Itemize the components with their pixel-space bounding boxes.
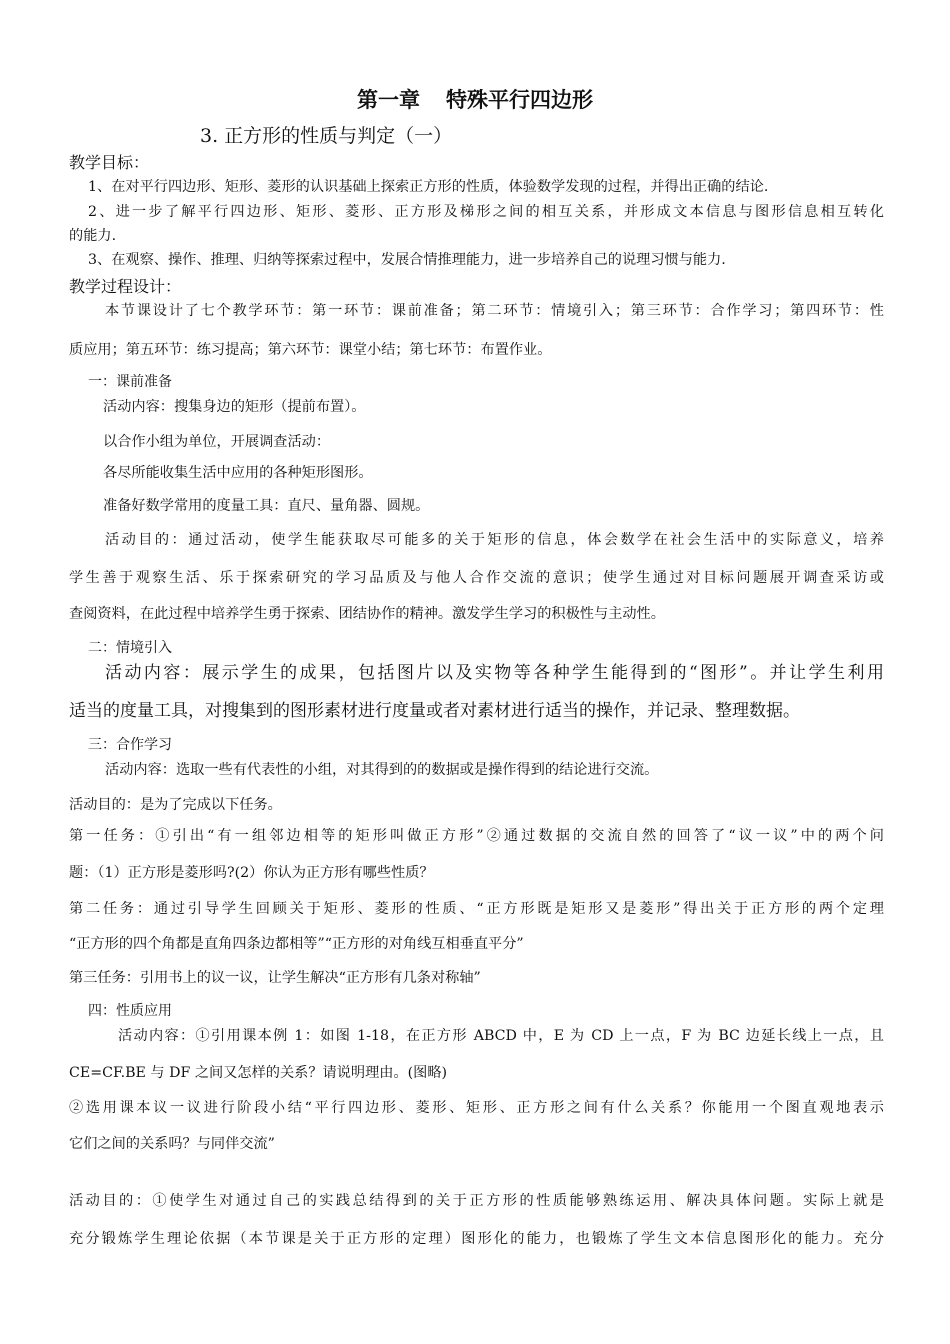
section1-content: 活动内容：搜集身边的矩形（提前布置）。 <box>103 399 366 415</box>
section-title-4: 四：性质应用 <box>88 1003 172 1019</box>
section3-task2-line: “正方形的四个角都是直角四条边都相等”“正方形的对角线互相垂直平分” <box>69 936 524 952</box>
section4-purpose-line: 活动目的：①使学生对通过自己的实践总结得到的关于正方形的性质能够熟练运用、解决具体问题。实际上就是 <box>69 1193 884 1209</box>
section1-purpose-line: 查阅资料，在此过程中培养学生勇于探索、团结协作的精神。激发学生学习的积极性与主动性。 <box>69 606 665 622</box>
section1-purpose-line: 学生善于观察生活、乐于探索研究的学习品质及与他人合作交流的意识；使学生通过对目标问题展开调查采访或 <box>69 570 884 586</box>
section2-content-line: 适当的度量工具，对搜集到的图形素材进行度量或者对素材进行适当的操作，并记录、整理数据。 <box>69 701 800 721</box>
section2-content-line: 活动内容：展示学生的成果，包括图片以及实物等各种学生能得到的“图形”。并让学生利用 <box>105 663 884 683</box>
objective-item: 3、在观察、操作、推理、归纳等探索过程中，发展合情推理能力，进一步培养自己的说理习惯与能力. <box>88 252 726 268</box>
chapter-number: 第一章 <box>357 88 420 112</box>
chapter-title <box>0 86 950 114</box>
section3-task1-line: 题：（1）正方形是菱形吗?(2）你认为正方形有哪些性质？ <box>69 865 434 881</box>
section1-item: 准备好数学常用的度量工具：直尺、量角器、圆规。 <box>103 498 430 514</box>
process-intro-line: 本节课设计了七个教学环节：第一环节：课前准备；第二环节：情境引入；第三环节：合作学习；第四环节：性 <box>105 303 884 319</box>
section3-content: 活动内容：选取一些有代表性的小组，对其得到的的数据或是操作得到的结论进行交流。 <box>105 762 659 778</box>
section4-purpose-line: 充分锻炼学生理论依据（本节课是关于正方形的定理）图形化的能力，也锻炼了学生文本信息图形化的能力。充分 <box>69 1231 884 1247</box>
lesson-title: 3. 正方形的性质与判定（一） <box>200 125 453 147</box>
section-title-2: 二：情境引入 <box>88 640 172 656</box>
section3-purpose: 活动目的：是为了完成以下任务。 <box>69 797 282 813</box>
section1-purpose-line: 活动目的：通过活动，使学生能获取尽可能多的关于矩形的信息，体会数学在社会生活中的实际意义，培养 <box>105 532 884 548</box>
process-intro-line: 质应用；第五环节：练习提高；第六环节：课堂小结；第七环节：布置作业。 <box>69 342 552 358</box>
section4-content-line: 它们之间的关系吗？与同伴交流” <box>69 1136 275 1152</box>
section-title-3: 三：合作学习 <box>88 737 172 753</box>
section1-item: 以合作小组为单位，开展调查活动： <box>103 434 331 450</box>
chapter-name: 特殊平行四边形 <box>446 88 593 112</box>
objective-item: 1、在对平行四边形、矩形、菱形的认识基础上探索正方形的性质，体验数学发现的过程，并得出正确的结论. <box>88 179 769 195</box>
process-heading: 教学过程设计： <box>69 277 182 296</box>
objectives-heading: 教学目标： <box>69 153 150 172</box>
section3-task3: 第三任务：引用书上的议一议，让学生解决“正方形有几条对称轴” <box>69 970 481 986</box>
objective-item-continuation: 的能力. <box>69 228 117 244</box>
section3-task2-line: 第二任务：通过引导学生回顾关于矩形、菱形的性质、“正方形既是矩形又是菱形”得出关于正方形的两个定理 <box>69 901 884 917</box>
section4-content-line: ②选用课本议一议进行阶段小结“平行四边形、菱形、矩形、正方形之间有什么关系？你能用一个图直观地表示 <box>69 1100 884 1116</box>
section4-content-line: CE=CF.BE 与 DF 之间又怎样的关系？请说明理由。(图略) <box>69 1065 448 1081</box>
section1-item: 各尽所能收集生活中应用的各种矩形图形。 <box>103 465 373 481</box>
section3-task1-line: 第一任务：①引出“有一组邻边相等的矩形叫做正方形”②通过数据的交流自然的回答了“议一议”中的两个问 <box>69 828 884 844</box>
section4-content-line: 活动内容：①引用课本例 1：如图 1-18，在正方形 ABCD 中，E 为 CD 上一点，F 为 BC 边延长线上一点，且 <box>118 1028 884 1044</box>
section-title-1: 一：课前准备 <box>88 374 172 390</box>
objective-item: 2、进一步了解平行四边形、矩形、菱形、正方形及梯形之间的相互关系，并形成文本信息与图形信息相互转化 <box>88 204 884 220</box>
